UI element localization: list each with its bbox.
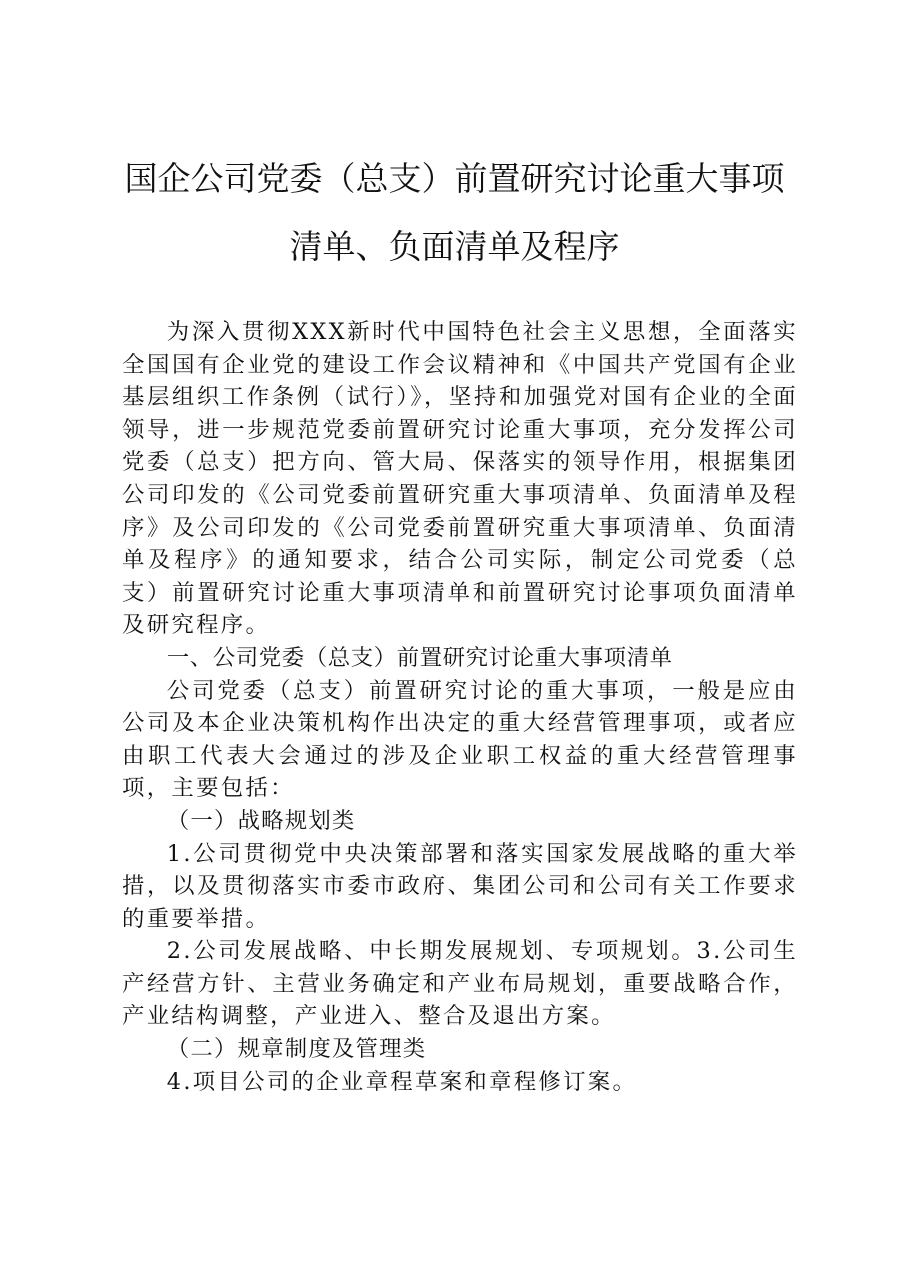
title-line-1: 国企公司党委（总支）前置研究讨论重大事项 bbox=[124, 159, 785, 198]
document-body bbox=[122, 316, 798, 1098]
item-4-paragraph: 4.项目公司的企业章程草案和章程修订案。 bbox=[166, 1068, 638, 1095]
document-title bbox=[0, 158, 909, 268]
section-1-heading: 一、公司党委（总支）前置研究讨论重大事项清单 bbox=[166, 644, 673, 671]
intro-paragraph: 为深入贯彻XXX新时代中国特色社会主义思想，全面落实全国国有企业党的建设工作会议精神和《中国共产党国有企业基层组织工作条例（试行）》，坚持和加强党对国有企业的全面领导，进一步规范党委前置研究讨论重大事项，充分发挥公司党委（总支）把方向、管大局、保落实的领导作用，根据集团公司印发的《公司党委前置研究重大事项清单、负面清单及程序》及公司印发的《公司党委前置研究重大事项清单、负面清单及程序》的通知要求，结合公司实际，制定公司党委（总支）前置研究讨论重大事项清单和前置研究讨论事项负面清单及研究程序。 bbox=[122, 319, 798, 639]
subsection-2-heading: （二）规章制度及管理类 bbox=[166, 1036, 427, 1063]
item-2-3-paragraph: 2.公司发展战略、中长期发展规划、专项规划。3.公司生产经营方针、主营业务确定和产业布局规划，重要战略合作，产业结构调整，产业进入、整合及退出方案。 bbox=[122, 938, 798, 1030]
section-1-paragraph: 公司党委（总支）前置研究讨论的重大事项，一般是应由公司及本企业决策机构作出决定的重大经营管理事项，或者应由职工代表大会通过的涉及企业职工权益的重大经营管理事项，主要包括： bbox=[122, 677, 798, 802]
item-1-paragraph: 1.公司贯彻党中央决策部署和落实国家发展战略的重大举措，以及贯彻落实市委市政府、集团公司和公司有关工作要求的重要举措。 bbox=[122, 840, 798, 932]
subsection-1-heading: （一）战略规划类 bbox=[166, 807, 356, 834]
title-line-2: 清单、负面清单及程序 bbox=[289, 227, 620, 266]
